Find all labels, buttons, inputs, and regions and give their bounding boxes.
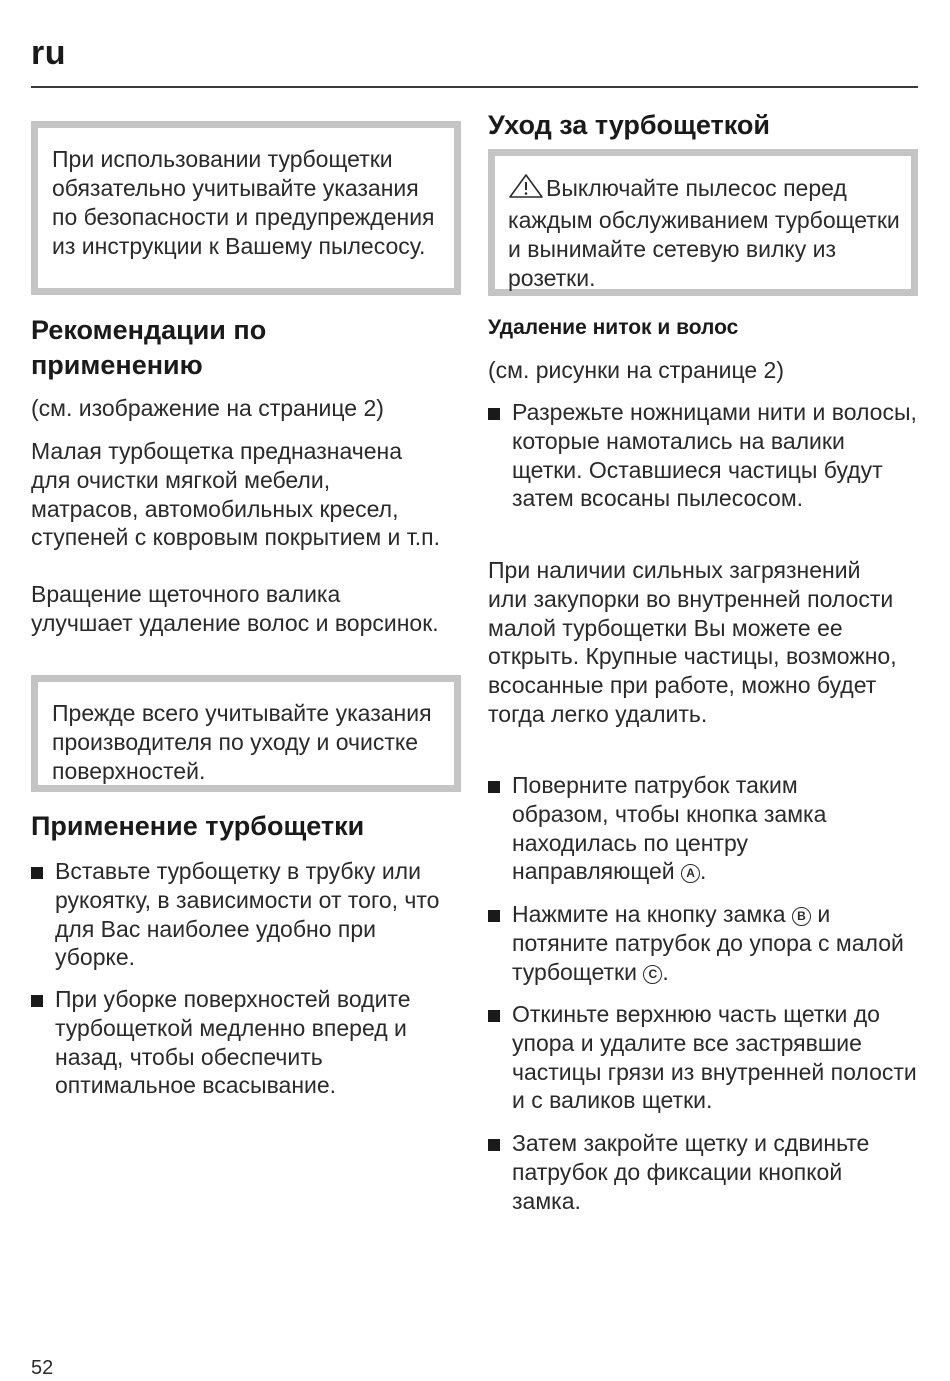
thread-removal-reference: (см. рисунки на странице 2)	[488, 357, 784, 383]
bullet-square-icon	[31, 867, 43, 879]
safety-note-box	[31, 121, 461, 295]
usage-bullet-1-text: Вставьте турбощетку в трубку или рукоятку, в зависимости от того, что для Вас наиболее удобно при уборке.	[55, 858, 440, 971]
removal-body: При наличии сильных загрязнений или закупорки во внутренней полости малой турбощетки Вы можете ее открыть. Крупные частицы, возможно, всосанные при работе, можно будет тогда легко удалить.	[488, 557, 897, 727]
warning-paragraph	[508, 173, 905, 293]
removal-bullet-1-text: Разрежьте ножницами нити и волосы, которые намотались на валики щетки. Оставшиеся частицы будут затем всосаны пылесосом.	[512, 399, 917, 512]
safety-note-text: При использовании турбощетки обязательно учитывайте указания по безопасности и предупреждения из инструкции к Вашему пылесосу.	[52, 146, 435, 259]
removal-bullet-3-text-1: Нажмите на кнопку замка	[512, 901, 786, 927]
surface-note-text: Прежде всего учитывайте указания производителя по уходу и очистке поверхностей.	[52, 700, 432, 784]
recommendations-body-1: Малая турбощетка предназначена для очистки мягкой мебели, матрасов, автомобильных кресел, ступеней с ковровым покрытием и т.п.	[31, 438, 440, 551]
removal-bullet-2-end: .	[700, 858, 707, 885]
bullet-square-icon	[488, 1010, 500, 1022]
recommendations-reference: (см. изображение на странице 2)	[31, 395, 384, 421]
recommendations-body-2: Вращение щеточного валика улучшает удаление волос и ворсинок.	[31, 581, 439, 636]
bullet-square-icon	[488, 781, 500, 793]
removal-bullet-3-text-2: и потяните патрубок до упора с малой турбощетки	[512, 901, 904, 985]
thread-removal-heading: Удаление ниток и волос	[488, 316, 739, 339]
removal-bullet-4-text: Откиньте верхнюю часть щетки до упора и удалите все застрявшие частицы грязи из внутренней полости и с валиков щетки.	[512, 1001, 917, 1114]
usage-bullet-1	[31, 857, 461, 972]
bullet-square-icon	[488, 910, 500, 922]
removal-bullet-5	[488, 1129, 908, 1215]
bullet-square-icon	[488, 408, 500, 420]
removal-bullet-2-text: Поверните патрубок таким образом, чтобы кнопка замка находилась по центру направляющей	[512, 772, 827, 885]
removal-bullet-4	[488, 1000, 918, 1115]
care-heading: Уход за турбощеткой	[488, 110, 770, 140]
marker-c-icon: C	[643, 965, 662, 984]
bullet-square-icon	[31, 995, 43, 1007]
removal-bullet-3-end: .	[662, 958, 669, 985]
marker-b-icon: B	[792, 907, 811, 926]
usage-bullet-2-text: При уборке поверхностей водите турбощеткой медленно вперед и назад, чтобы обеспечить оптимальное всасывание.	[55, 986, 411, 1099]
recommendations-heading: Рекомендации по применению	[31, 315, 267, 380]
page-number: 52	[31, 1357, 54, 1379]
warning-triangle-icon	[508, 173, 544, 206]
removal-bullet-2	[488, 771, 898, 886]
usage-heading: Применение турбощетки	[31, 811, 365, 841]
removal-bullet-5-text: Затем закройте щетку и сдвиньте патрубок до фиксации кнопкой замка.	[512, 1130, 870, 1214]
removal-bullet-3	[488, 900, 908, 986]
warning-text: Выключайте пылесос перед каждым обслуживанием турбощетки и вынимайте сетевую вилку из розетки.	[508, 175, 900, 291]
removal-bullet-1	[488, 398, 918, 513]
header-rule	[31, 86, 918, 88]
language-code: ru	[31, 34, 66, 72]
marker-a-icon: A	[681, 864, 700, 883]
warning-box	[488, 149, 918, 296]
surface-note-box	[31, 675, 461, 792]
bullet-square-icon	[488, 1139, 500, 1151]
usage-bullet-2	[31, 985, 451, 1100]
